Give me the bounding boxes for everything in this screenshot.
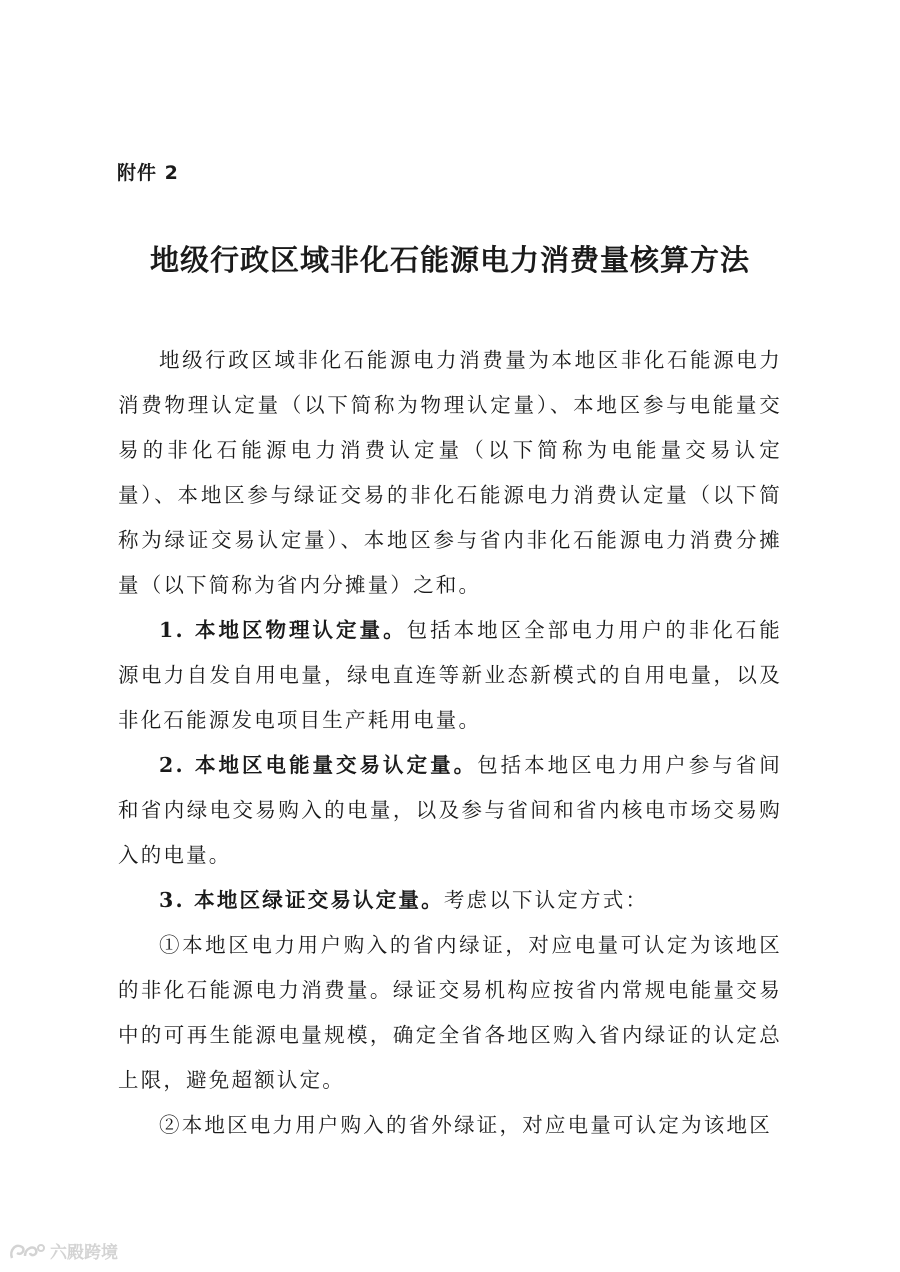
- intro-paragraph: 地级行政区域非化石能源电力消费量为本地区非化石能源电力消费物理认定量（以下简称为物理认定量）、本地区参与电能量交易的非化石能源电力消费认定量（以下简称为电能量交易认定量）、本地区参与绿证交易的非化石能源电力消费认定量（以下简称为绿证交易认定量）、本地区参与省内非化石能源电力消费分摊量（以下简称为省内分摊量）之和。: [118, 348, 782, 597]
- item-2-paragraph: [118, 743, 782, 878]
- watermark-text: 六殿跨境: [50, 1243, 118, 1263]
- sub-item-1-paragraph: ①本地区电力用户购入的省内绿证，对应电量可认定为该地区的非化石能源电力消费量。绿证交易机构应按省内常规电能量交易中的可再生能源电量规模，确定全省各地区购入省内绿证的认定总上限，避免超额认定。: [118, 933, 782, 1092]
- item-1-heading: 1. 本地区物理认定量。: [159, 618, 407, 642]
- item-1-body: 包括本地区全部电力用户的非化石能源电力自发自用电量，绿电直连等新业态新模式的自用电量，以及非化石能源发电项目生产耗用电量。: [118, 618, 783, 732]
- item-3-body: 考虑以下认定方式：: [443, 888, 649, 912]
- watermark: [8, 1238, 118, 1263]
- document-body: [118, 338, 782, 1148]
- item-2-body: 包括本地区电力用户参与省间和省内绿电交易购入的电量，以及参与省间和省内核电市场交易购入的电量。: [118, 753, 782, 867]
- item-2-heading: 2. 本地区电能量交易认定量。: [159, 753, 478, 777]
- item-1-paragraph: [118, 608, 782, 743]
- item-3-heading: 3. 本地区绿证交易认定量。: [159, 888, 444, 912]
- document-title: 地级行政区域非化石能源电力消费量核算方法: [149, 243, 750, 277]
- item-3-paragraph: [118, 878, 782, 923]
- swirl-logo-icon: [8, 1240, 46, 1262]
- attachment-label: 附件 2: [117, 162, 179, 184]
- sub-item-2-paragraph: ②本地区电力用户购入的省外绿证，对应电量可认定为该地区: [159, 1113, 772, 1137]
